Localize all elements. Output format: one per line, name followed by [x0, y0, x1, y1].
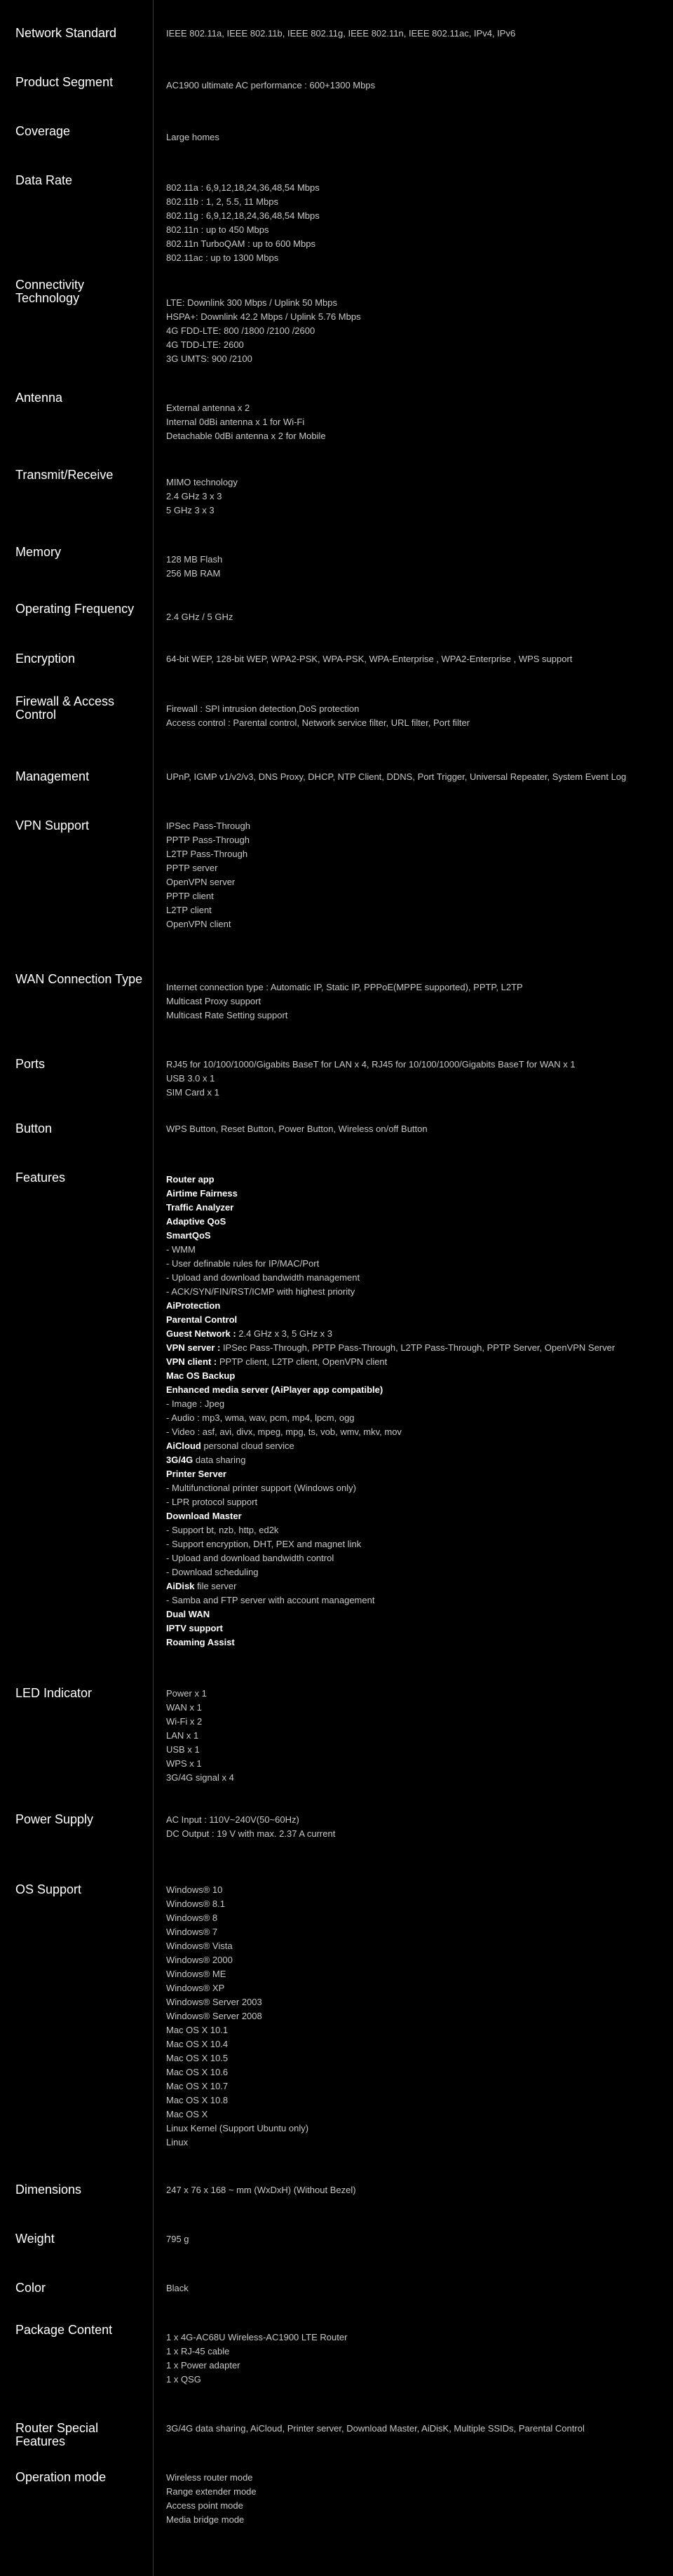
spec-label: Antenna — [15, 391, 63, 405]
spec-label: Color — [15, 2281, 46, 2295]
spec-label: Weight — [15, 2232, 55, 2246]
spec-label: Package Content — [15, 2323, 113, 2337]
spec-label: WAN Connection Type — [15, 972, 143, 986]
spec-value-line: IPTV support — [166, 1623, 223, 1633]
spec-value-line: Linux — [166, 2137, 189, 2147]
spec-value-line: USB x 1 — [166, 1744, 200, 1755]
spec-value-line: WAN x 1 — [166, 1702, 202, 1713]
spec-value-line: - WMM — [166, 1244, 196, 1255]
spec-value-rest: 2.4 GHz x 3, 5 GHz x 3 — [236, 1328, 332, 1339]
spec-value-line — [166, 1453, 657, 1467]
spec-value-line: AC1900 ultimate AC performance : 600+1300 Mbps — [166, 80, 376, 90]
spec-value — [166, 553, 657, 581]
spec-value-line: - Samba and FTP server with account management — [166, 1595, 375, 1605]
spec-value-rest: file server — [194, 1581, 237, 1591]
spec-label: Operating Frequency — [15, 602, 135, 616]
spec-value-line: MIMO technology — [166, 477, 238, 487]
spec-value — [166, 2232, 657, 2246]
spec-value-line: 802.11n : up to 450 Mbps — [166, 224, 269, 235]
spec-value-line: Windows® 10 — [166, 1884, 223, 1895]
spec-value — [166, 1883, 657, 2150]
spec-value-line: Airtime Fairness — [166, 1188, 238, 1199]
spec-value-line: Range extender mode — [166, 2486, 257, 2497]
spec-value-line: 3G UMTS: 900 /2100 — [166, 353, 252, 364]
spec-value — [166, 1687, 657, 1785]
spec-label: Network Standard — [15, 26, 117, 40]
spec-label: Connectivity Technology — [15, 278, 85, 305]
spec-value-line: Multicast Rate Setting support — [166, 1010, 288, 1020]
spec-value-line — [166, 1327, 657, 1341]
spec-value — [166, 770, 657, 784]
spec-value-line: External antenna x 2 — [166, 403, 250, 413]
spec-value-line: Access control : Parental control, Network service filter, URL filter, Port filter — [166, 717, 470, 728]
spec-value-line: WPS x 1 — [166, 1758, 202, 1769]
spec-value-line — [166, 1341, 657, 1355]
spec-value-line: Adaptive QoS — [166, 1216, 226, 1227]
spec-value-line: LAN x 1 — [166, 1730, 199, 1741]
spec-value-line: Internal 0dBi antenna x 1 for Wi-Fi — [166, 417, 305, 427]
spec-label: Button — [15, 1121, 53, 1135]
spec-value-line: Detachable 0dBi antenna x 2 for Mobile — [166, 431, 326, 441]
spec-value-line: Mac OS X 10.1 — [166, 2025, 229, 2035]
spec-value-line: 4G TDD-LTE: 2600 — [166, 339, 244, 350]
spec-value — [166, 401, 657, 443]
spec-value-line: Traffic Analyzer — [166, 1202, 234, 1213]
spec-value-line: 3G/4G signal x 4 — [166, 1772, 234, 1783]
spec-value-line: Printer Server — [166, 1469, 226, 1479]
spec-label: Router Special Features — [15, 2421, 99, 2448]
spec-value-line: PPTP client — [166, 891, 214, 901]
spec-label: Data Rate — [15, 173, 73, 187]
spec-value — [166, 652, 657, 666]
spec-value — [166, 1122, 657, 1136]
spec-value-line: UPnP, IGMP v1/v2/v3, DNS Proxy, DHCP, NTP Client, DDNS, Port Trigger, Universal Repeater, System Event Log — [166, 771, 627, 782]
spec-value-line: Mac OS X 10.4 — [166, 2039, 229, 2049]
spec-value-line: HSPA+: Downlink 42.2 Mbps / Uplink 5.76 Mbps — [166, 311, 361, 322]
spec-value-line: Windows® Vista — [166, 1941, 233, 1951]
spec-value-line — [166, 1439, 657, 1453]
spec-label: Coverage — [15, 124, 71, 138]
spec-value-line: PPTP server — [166, 863, 218, 873]
spec-value-line: Access point mode — [166, 2500, 243, 2511]
spec-value-line: PPTP Pass-Through — [166, 835, 250, 845]
spec-value-line: 802.11n TurboQAM : up to 600 Mbps — [166, 238, 315, 249]
spec-label: Transmit/Receive — [15, 468, 114, 482]
spec-value — [166, 2422, 657, 2436]
spec-value-line: - Support bt, nzb, http, ed2k — [166, 1525, 279, 1535]
spec-value-strong: VPN client : — [166, 1356, 217, 1367]
spec-value-line: 5 GHz 3 x 3 — [166, 505, 215, 515]
spec-value-line: - Audio : mp3, wma, wav, pcm, mp4, lpcm, ogg — [166, 1412, 355, 1423]
spec-value-line: RJ45 for 10/100/1000/Gigabits BaseT for LAN x 4, RJ45 for 10/100/1000/Gigabits BaseT for WAN x 1 — [166, 1059, 576, 1070]
spec-label: Firewall & Access Control — [15, 694, 115, 722]
spec-value-rest: IPSec Pass-Through, PPTP Pass-Through, L2TP Pass-Through, PPTP Server, OpenVPN Server — [220, 1342, 616, 1353]
spec-value-line: WPS Button, Reset Button, Power Button, Wireless on/off Button — [166, 1124, 428, 1134]
spec-value — [166, 181, 657, 265]
spec-value — [166, 27, 657, 41]
spec-value-line: Windows® Server 2003 — [166, 1997, 262, 2007]
spec-value-line: Mac OS X — [166, 2109, 208, 2119]
spec-value-line: L2TP Pass-Through — [166, 849, 248, 859]
spec-value-line: - Support encryption, DHT, PEX and magnet link — [166, 1539, 362, 1549]
spec-value-line: Windows® Server 2008 — [166, 2011, 262, 2021]
spec-value-line: - Multifunctional printer support (Windows only) — [166, 1483, 356, 1493]
spec-value — [166, 476, 657, 518]
spec-value-line: - Upload and download bandwidth management — [166, 1272, 360, 1283]
spec-value-line: Firewall : SPI intrusion detection,DoS protection — [166, 703, 360, 714]
spec-value-line: Mac OS Backup — [166, 1370, 236, 1381]
spec-value — [166, 980, 657, 1023]
spec-label: Encryption — [15, 652, 76, 666]
spec-value — [166, 1058, 657, 1100]
spec-value-line: 795 g — [166, 2234, 189, 2244]
spec-value — [166, 1813, 657, 1841]
spec-value-line: 4G FDD-LTE: 800 /1800 /2100 /2600 — [166, 325, 315, 336]
spec-value-strong: Guest Network : — [166, 1328, 236, 1339]
spec-value — [166, 296, 657, 366]
spec-value-strong: AiCloud — [166, 1441, 201, 1451]
spec-value-line: IPSec Pass-Through — [166, 821, 250, 831]
spec-value — [166, 1173, 657, 1650]
spec-value-line: - Download scheduling — [166, 1567, 259, 1577]
spec-value-line: Enhanced media server (AiPlayer app compatible) — [166, 1384, 383, 1395]
spec-value — [166, 702, 657, 730]
spec-value — [166, 2183, 657, 2197]
spec-value-line: 128 MB Flash — [166, 554, 223, 565]
spec-value-line: L2TP client — [166, 905, 212, 915]
spec-value-line: Mac OS X 10.5 — [166, 2053, 229, 2063]
spec-value-line: - LPR protocol support — [166, 1497, 258, 1507]
spec-value-line: Multicast Proxy support — [166, 996, 261, 1006]
spec-value — [166, 819, 657, 931]
spec-value-line: USB 3.0 x 1 — [166, 1073, 215, 1084]
spec-value-line: OpenVPN server — [166, 877, 236, 887]
spec-value-line: SmartQoS — [166, 1230, 211, 1241]
spec-value-line: 1 x RJ-45 cable — [166, 2346, 230, 2356]
spec-label: VPN Support — [15, 818, 90, 832]
spec-label: Operation mode — [15, 2470, 107, 2484]
spec-label: Features — [15, 1171, 66, 1185]
spec-value-line: AiProtection — [166, 1300, 221, 1311]
spec-label: Management — [15, 769, 90, 783]
spec-value-line: Windows® 2000 — [166, 1955, 233, 1965]
spec-value-line: Windows® ME — [166, 1969, 226, 1979]
spec-value-line: 247 x 76 x 168 ~ mm (WxDxH) (Without Bezel) — [166, 2185, 356, 2195]
spec-value-line: 1 x Power adapter — [166, 2360, 240, 2371]
spec-value-line: Download Master — [166, 1511, 242, 1521]
spec-value — [166, 79, 657, 93]
spec-label: Product Segment — [15, 75, 114, 89]
spec-value-strong: AiDisk — [166, 1581, 195, 1591]
spec-value-line: 2.4 GHz / 5 GHz — [166, 612, 233, 622]
spec-value-line: 802.11ac : up to 1300 Mbps — [166, 252, 279, 263]
spec-value-strong: 3G/4G — [166, 1455, 193, 1465]
spec-value-line: Windows® 8 — [166, 1913, 218, 1923]
spec-value-rest: PPTP client, L2TP client, OpenVPN client — [217, 1356, 388, 1367]
spec-value-line: Parental Control — [166, 1314, 238, 1325]
spec-value-line: 1 x 4G-AC68U Wireless-AC1900 LTE Router — [166, 2332, 348, 2342]
spec-value-line: SIM Card x 1 — [166, 1087, 219, 1098]
spec-value-line: 256 MB RAM — [166, 568, 221, 579]
spec-value-line: - Upload and download bandwidth control — [166, 1553, 334, 1563]
spec-value — [166, 610, 657, 624]
spec-value-line: Mac OS X 10.8 — [166, 2095, 229, 2105]
spec-value-line — [166, 1579, 657, 1593]
spec-value-line: Windows® 8.1 — [166, 1899, 225, 1909]
spec-value-line: LTE: Downlink 300 Mbps / Uplink 50 Mbps — [166, 297, 337, 308]
spec-value-line: Dual WAN — [166, 1609, 210, 1619]
spec-value-line: 64-bit WEP, 128-bit WEP, WPA2-PSK, WPA-PSK, WPA-Enterprise , WPA2-Enterprise , WPS support — [166, 654, 573, 664]
spec-value-line: Media bridge mode — [166, 2514, 245, 2525]
spec-label: OS Support — [15, 1882, 82, 1896]
spec-value-line: 1 x QSG — [166, 2374, 201, 2385]
spec-value-line: 802.11g : 6,9,12,18,24,36,48,54 Mbps — [166, 210, 320, 221]
spec-value — [166, 2331, 657, 2387]
spec-value-strong: VPN server : — [166, 1342, 221, 1353]
spec-label: Ports — [15, 1057, 46, 1071]
spec-value — [166, 130, 657, 144]
spec-value-line: Mac OS X 10.6 — [166, 2067, 229, 2077]
spec-value-line: Roaming Assist — [166, 1637, 235, 1647]
spec-label: Memory — [15, 545, 62, 559]
spec-value-line: - Image : Jpeg — [166, 1398, 225, 1409]
spec-value-line: 2.4 GHz 3 x 3 — [166, 491, 222, 501]
spec-value-line: Large homes — [166, 132, 219, 142]
spec-value-line: 802.11b : 1, 2, 5.5, 11 Mbps — [166, 196, 278, 207]
spec-value-line: - User definable rules for IP/MAC/Port — [166, 1258, 320, 1269]
spec-value-line: DC Output : 19 V with max. 2.37 A current — [166, 1828, 336, 1839]
spec-value-line: Router app — [166, 1174, 215, 1185]
spec-value-line: OpenVPN client — [166, 919, 231, 929]
spec-value-line: 802.11a : 6,9,12,18,24,36,48,54 Mbps — [166, 182, 320, 193]
spec-value-line: Internet connection type : Automatic IP, Static IP, PPPoE(MPPE supported), PPTP, L2TP — [166, 982, 523, 992]
spec-value-line: AC Input : 110V~240V(50~60Hz) — [166, 1814, 299, 1825]
spec-value-line: - ACK/SYN/FIN/RST/ICMP with highest priority — [166, 1286, 355, 1297]
spec-value-line: Windows® 7 — [166, 1927, 218, 1937]
spec-value-line: Windows® XP — [166, 1983, 225, 1993]
spec-value-line: Wireless router mode — [166, 2472, 253, 2483]
spec-value-rest: personal cloud service — [200, 1441, 294, 1451]
spec-label: LED Indicator — [15, 1686, 93, 1700]
spec-value-line: Power x 1 — [166, 1688, 207, 1699]
spec-value-line: IEEE 802.11a, IEEE 802.11b, IEEE 802.11g, IEEE 802.11n, IEEE 802.11ac, IPv4, IPv6 — [166, 28, 516, 39]
spec-value-line: Black — [166, 2283, 189, 2293]
spec-value-line: 3G/4G data sharing, AiCloud, Printer server, Download Master, AiDisK, Multiple SSIDs, Parental Control — [166, 2423, 585, 2434]
spec-value-line: Linux Kernel (Support Ubuntu only) — [166, 2123, 309, 2133]
spec-label: Dimensions — [15, 2183, 82, 2197]
spec-value — [166, 2281, 657, 2295]
spec-value-line: - Video : asf, avi, divx, mpeg, mpg, ts, vob, wmv, mkv, mov — [166, 1427, 402, 1437]
spec-value-rest: data sharing — [193, 1455, 246, 1465]
spec-value-line — [166, 1355, 657, 1369]
spec-label: Power Supply — [15, 1812, 94, 1826]
spec-value-line: Mac OS X 10.7 — [166, 2081, 229, 2091]
column-divider — [153, 0, 154, 2576]
spec-value-line: Wi-Fi x 2 — [166, 1716, 203, 1727]
spec-value — [166, 2471, 657, 2527]
